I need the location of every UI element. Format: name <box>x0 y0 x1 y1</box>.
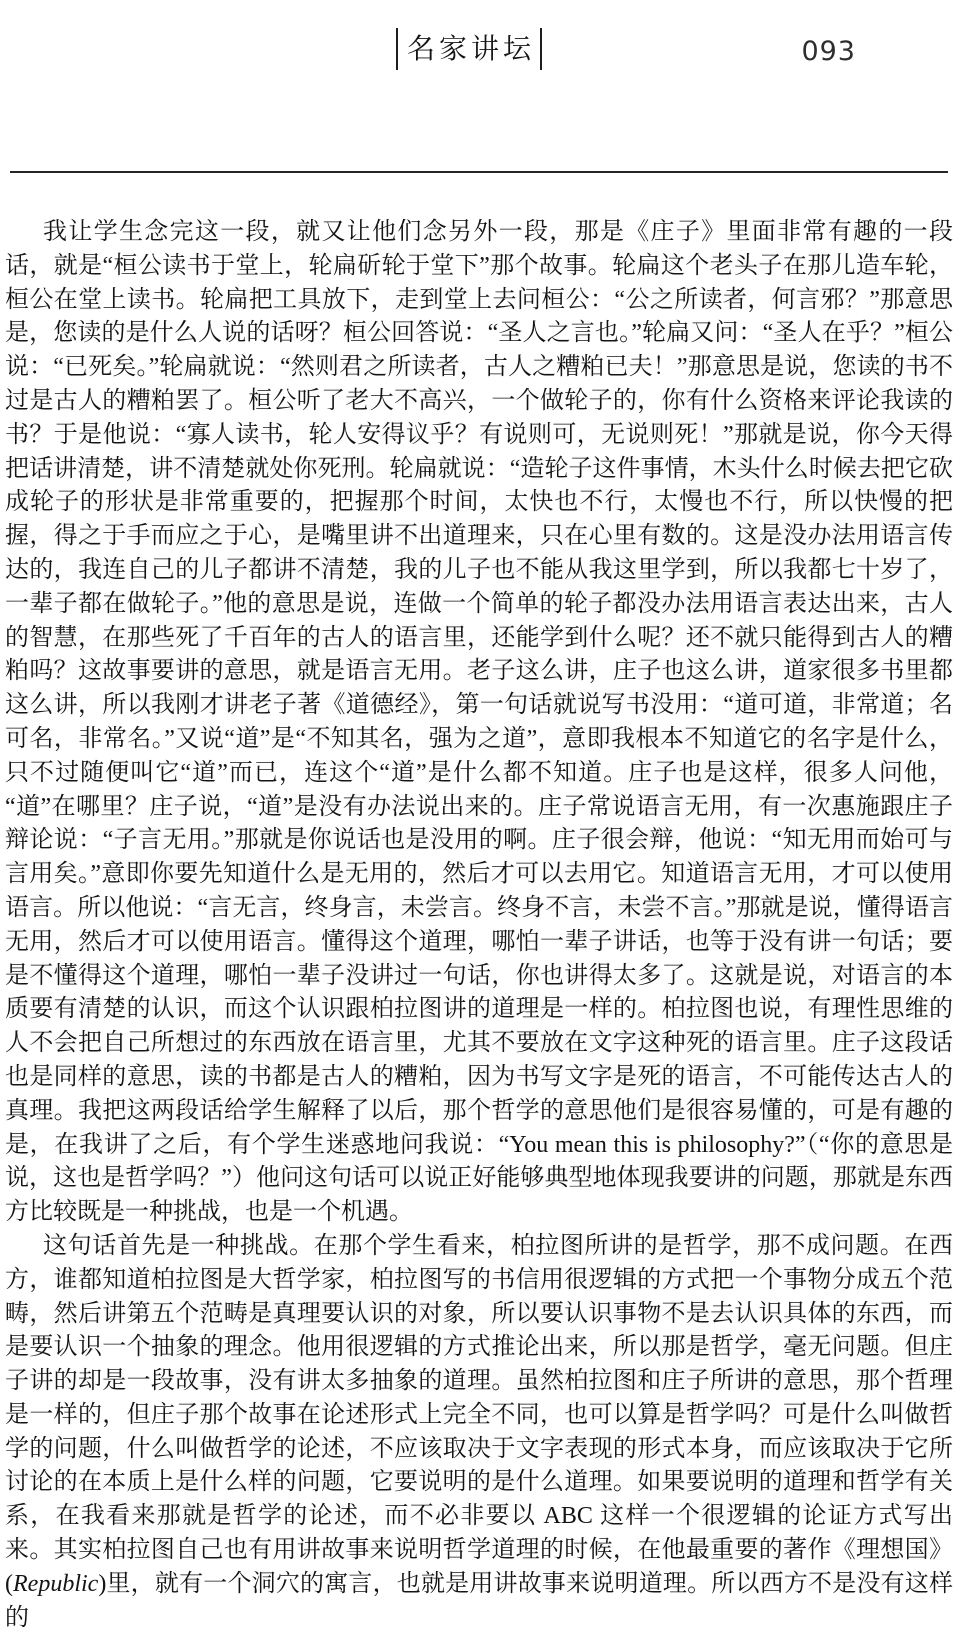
page-number: 093 <box>801 36 856 67</box>
section-title-text: 名家讲坛 <box>407 33 536 64</box>
paragraph-2 <box>5 1230 953 1635</box>
section-title <box>396 28 542 70</box>
paragraph-2-republic-italic: Republic <box>13 1570 99 1597</box>
paragraph-1 <box>5 216 953 1230</box>
header-rule <box>10 171 948 173</box>
article-body <box>5 216 953 1635</box>
page-header <box>0 0 958 100</box>
paragraph-2-text-post: )里，就有一个洞穴的寓言，也就是用讲故事来说明道理。所以西方不是没有这样的 <box>5 1570 953 1631</box>
paragraph-1-text: 我让学生念完这一段，就又让他们念另外一段，那是《庄子》里面非常有趣的一段话，就是“桓公读书于堂上，轮扁斫轮于堂下”那个故事。轮扁这个老头子在那儿造车轮，桓公在堂上读书。轮扁把工具放下，走到堂上去问桓公：“公之所读者，何言邪？”那意思是，您读的是什么人说的话呀？桓公回答说：“圣人之言也。”轮扁又问：“圣人在乎？”桓公说：“已死矣。”轮扁就说：“然则君之所读者，古人之糟粕已夫！”那意思是说，您读的书不过是古人的糟粕罢了。桓公听了老大不高兴，一个做轮子的，你有什么资格来评论我读的书？于是他说：“寡人读书，轮人安得议乎？有说则可，无说则死！”那就是说，你今天得把话讲清楚，讲不清楚就处你死刑。轮扁就说：“造轮子这件事情，木头什么时候去把它砍成轮子的形状是非常重要的，把握那个时间，太快也不行，太慢也不行，所以快慢的把握，得之于手而应之于心，是嘴里讲不出道理来，只在心里有数的。这是没办法用语言传达的，我连自己的儿子都讲不清楚，我的儿子也不能从我这里学到，所以我都七十岁了，一辈子都在做轮子。”他的意思是说，连做一个简单的轮子都没办法用语言表达出来，古人的智慧，在那些死了千百年的古人的语言里，还能学到什么呢？还不就只能得到古人的糟粕吗？这故事要讲的意思，就是语言无用。老子这么讲，庄子也这么讲，道家很多书里都这么讲，所以我刚才讲老子著《道德经》，第一句话就说写书没用：“道可道，非常道；名可名，非常名。”又说“道”是“不知其名，强为之道”，意即我根本不知道它的名字是什么，只不过随便叫它“道”而已，连这个“道”是什么都不知道。庄子也是这样，很多人问他，“道”在哪里？庄子说，“道”是没有办法说出来的。庄子常说语言无用，有一次惠施跟庄子辩论说：“子言无用。”那就是你说话也是没用的啊。庄子很会辩，他说：“知无用而始可与言用矣。”意即你要先知道什么是无用的，然后才可以去用它。知道语言无用，才可以使用语言。所以他说：“言无言，终身言，未尝言。终身不言，未尝不言。”那就是说，懂得语言无用，然后才可以使用语言。懂得这个道理，哪怕一辈子讲话，也等于没有讲一句话；要是不懂得这个道理，哪怕一辈子没讲过一句话，你也讲得太多了。这就是说，对语言的本质要有清楚的认识，而这个认识跟柏拉图讲的道理是一样的。柏拉图也说，有理性思维的人不会把自己所想过的东西放在语言里，尤其不要放在文字这种死的语言里。庄子这段话也是同样的意思，读的书都是古人的糟粕，因为书写文字是死的语言，不可能传达古人的真理。我把这两段话给学生解释了以后，那个哲学的意思他们是很容易懂的，可是有趣的是，在我讲了之后，有个学生迷惑地问我说：“You mean this is philosophy?”（“你的意思是说，这也是哲学吗？”）他问这句话可以说正好能够典型地体现我要讲的问题，那就是东西方比较既是一种挑战，也是一个机遇。 <box>5 219 953 1226</box>
paragraph-2-text-pre: 这句话首先是一种挑战。在那个学生看来，柏拉图所讲的是哲学，那不成问题。在西方，谁都知道柏拉图是大哲学家，柏拉图写的书信用很逻辑的方式把一个事物分成五个范畴，然后讲第五个范畴是真理要认识的对象，所以要认识事物不是去认识具体的东西，而是要认识一个抽象的理念。他用很逻辑的方式推论出来，所以那是哲学，毫无问题。但庄子讲的却是一段故事，没有讲太多抽象的道理。虽然柏拉图和庄子所讲的意思，那个哲理是一样的，但庄子那个故事在论述形式上完全不同，也可以算是哲学吗？可是什么叫做哲学的问题，什么叫做哲学的论述，不应该取决于文字表现的形式本身，而应该取决于它所讨论的在本质上是什么样的问题，它要说明的是什么道理。如果要说明的道理和哲学有关系，在我看来那就是哲学的论述，而不必非要以 ABC 这样一个很逻辑的论证方式写出来。其实柏拉图自己也有用讲故事来说明哲学道理的时候，在他最重要的著作《理想国》( <box>5 1232 953 1597</box>
title-right-bar <box>540 28 542 70</box>
title-left-bar <box>396 28 398 70</box>
